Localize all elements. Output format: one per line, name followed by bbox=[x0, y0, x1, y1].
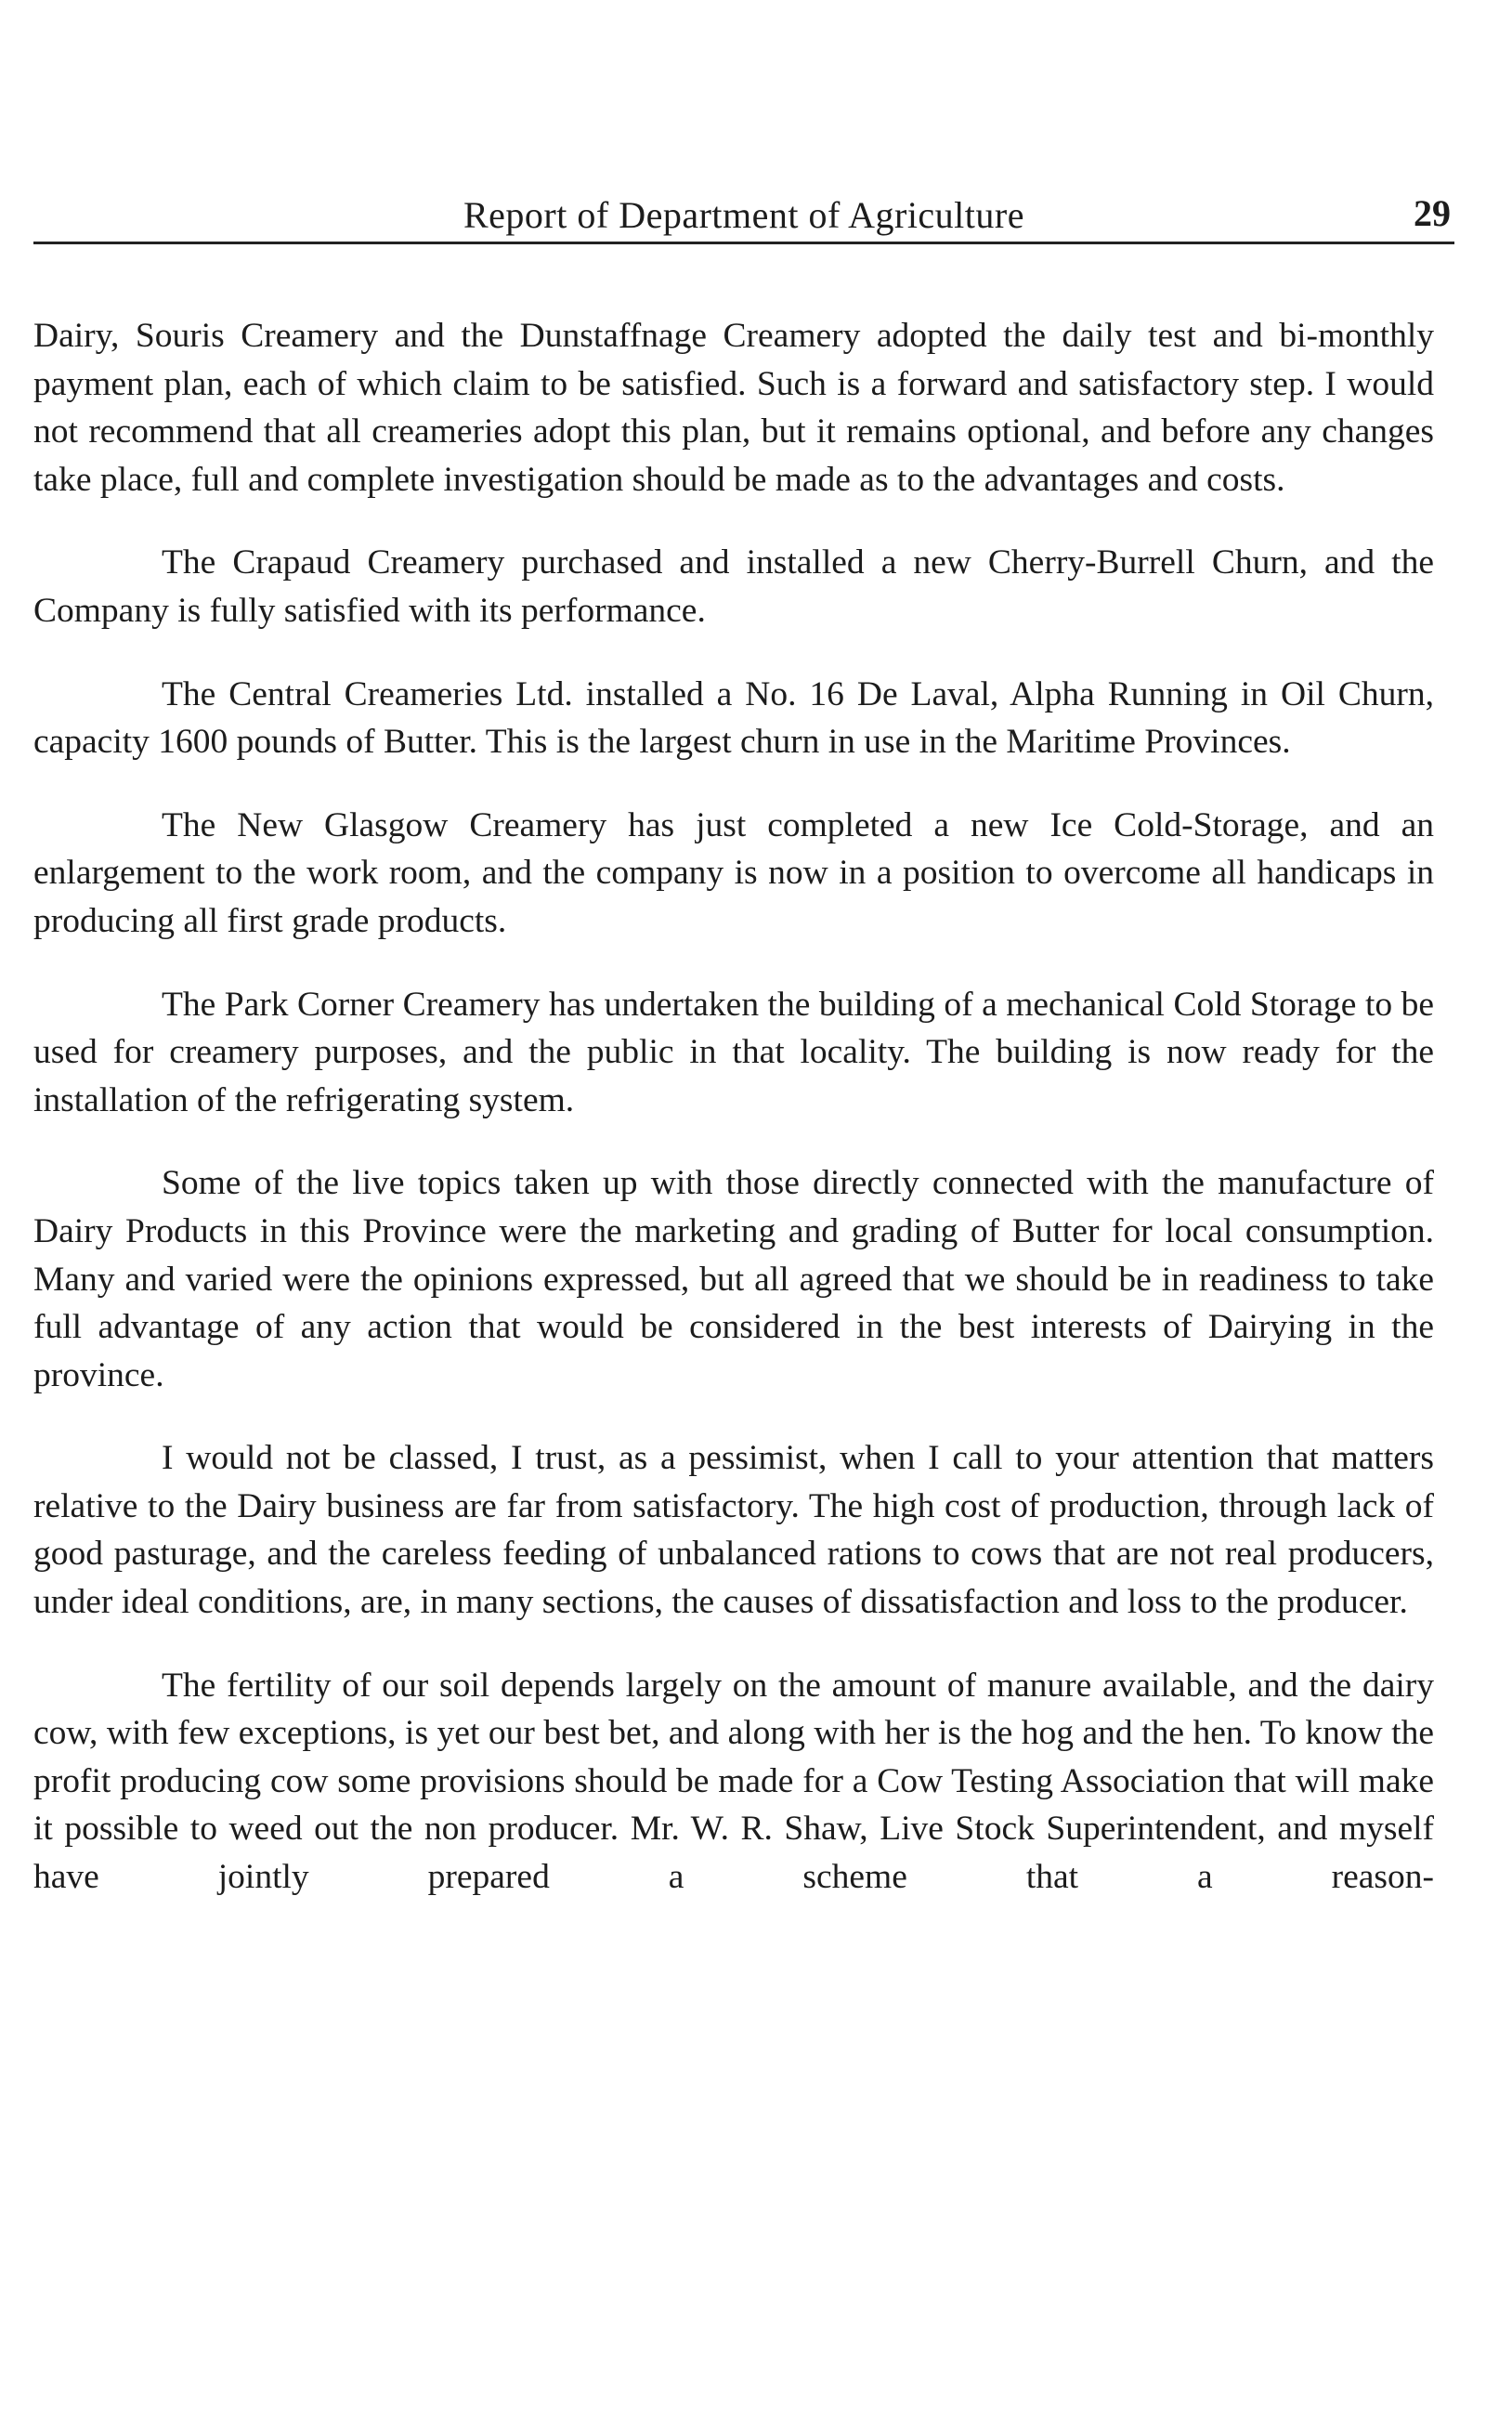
running-title: Report of Department of Agriculture bbox=[463, 194, 1024, 236]
paragraph-soil-fertility: The fertility of our soil depends largely on the amount of manure available, and the dairy cow, with few exceptions, is yet our best bet, and along with her is the hog and the hen. To know the profit producing cow some provisions should be made for a Cow Testing Association that will make it possible to weed out the non producer. Mr. W. R. Shaw, Live Stock Superintendent, and myself have jointly prepared a scheme that a reason- bbox=[33, 1666, 1434, 1897]
paragraph-central-creameries: The Central Creameries Ltd. installed a No. 16 De Laval, Alpha Running in Oil Churn, capacity 1600 pounds of Butter. This is the largest churn in use in the Maritime Provinces. bbox=[33, 674, 1434, 762]
paragraph-park-corner-creamery: The Park Corner Creamery has undertaken the building of a mechanical Cold Storage to be used for creamery purposes, and the public in that locality. The building is now ready for the installation of the refrigerating system. bbox=[33, 985, 1434, 1119]
paragraph-new-glasgow-creamery: The New Glasgow Creamery has just completed a new Ice Cold-Storage, and an enlargement to the work room, and the company is now in a position to overcome all handicaps in producing all first grade products. bbox=[33, 805, 1434, 940]
paragraph-dairy-business: I would not be classed, I trust, as a pessimist, when I call to your attention that matters relative to the Dairy business are far from satisfactory. The high cost of production, through lack of good pasturage, and the careless feeding of unbalanced rations to cows that are not real producers, under ideal conditions, are, in many sections, the causes of dissatisfaction and loss to the producer. bbox=[33, 1439, 1434, 1622]
paragraph-live-topics: Some of the live topics taken up with those directly connected with the manufacture of Dairy Products in this Province were the marketing and grading of Butter for local consumption. Many and varied were the opinions expressed, but all agreed that we should be in readiness to take full advantage of any action that would be considered in the best interests of Dairying in the province. bbox=[33, 1164, 1434, 1394]
page-number: 29 bbox=[1414, 192, 1451, 234]
paragraph-creamery-payment-plan: Dairy, Souris Creamery and the Dunstaffnage Creamery adopted the daily test and bi-monthly payment plan, each of which claim to be satisfied. Such is a forward and satisfactory step. I would not recommend that all creameries adopt this plan, but it remains optional, and before any changes take place, full and complete investigation should be made as to the advantages and costs. bbox=[33, 317, 1434, 499]
paragraph-crapaud-creamery: The Crapaud Creamery purchased and installed a new Cherry-Burrell Churn, and the Company is fully satisfied with its performance. bbox=[33, 543, 1434, 630]
running-header bbox=[33, 186, 1454, 244]
body-text bbox=[33, 312, 1434, 1902]
